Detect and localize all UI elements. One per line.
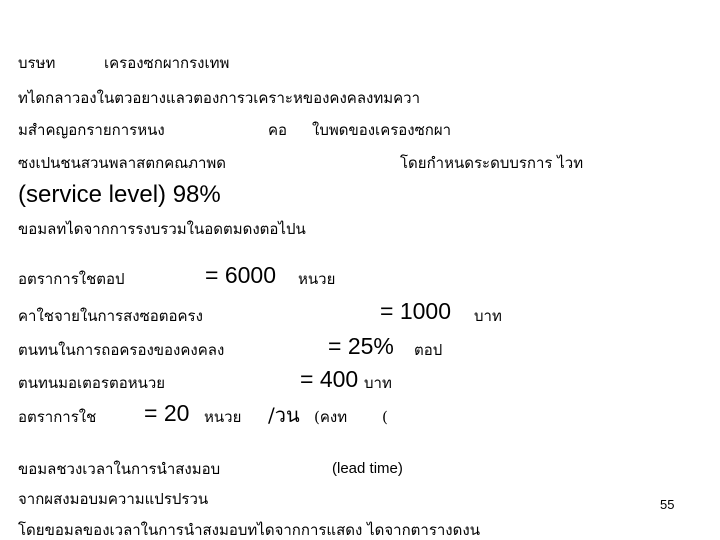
order-cost-value: = 1000 bbox=[380, 298, 451, 324]
supplier-variance-line: จากผสงมอบมความแปรปรวน bbox=[18, 490, 209, 508]
paragraph-line-3b: คอ bbox=[268, 121, 288, 139]
daily-usage-per-day: /วน bbox=[268, 403, 300, 427]
paragraph-line-6: ขอมลทไดจากการรงบรวมในอดตมดงตอไปน bbox=[18, 220, 306, 238]
lead-time-term: (lead time) bbox=[332, 460, 403, 477]
daily-usage-paren: ( bbox=[382, 408, 388, 426]
order-cost-label: คาใชจายในการสงซอตอครง bbox=[18, 307, 203, 325]
annual-usage-value: = 6000 bbox=[205, 262, 276, 288]
daily-usage-note: (คงท bbox=[314, 408, 348, 426]
table-intro-line: โดยขอมลของเวลาในการนำสงมอบทไดจากการแสดง ไดจากตารางดงน bbox=[18, 521, 480, 539]
annual-usage-unit: หนวย bbox=[298, 270, 336, 288]
company-name: เครองซกผากรงเทพ bbox=[104, 54, 230, 72]
paragraph-line-2: ทไดกลาวองในตวอยางแลวตองการวเคราะหของคงคลงทมควา bbox=[18, 89, 420, 107]
holding-cost-value: = 25% bbox=[328, 333, 394, 359]
company-label: บรษท bbox=[18, 54, 56, 72]
daily-usage-unit: หนวย bbox=[204, 408, 242, 426]
unit-cost-value: = 400 bbox=[300, 366, 359, 392]
paragraph-line-4a: ซงเปนชนสวนพลาสตกคณภาพด bbox=[18, 154, 227, 172]
paragraph-line-4b: โดยกำหนดระดบบรการ ไวท bbox=[400, 154, 584, 172]
service-level: (service level) 98% bbox=[18, 181, 221, 208]
order-cost-unit: บาท bbox=[474, 307, 502, 325]
unit-cost-unit: บาท bbox=[364, 374, 392, 392]
daily-usage-value: = 20 bbox=[144, 400, 190, 426]
holding-cost-label: ตนทนในการถอครองของคงคลง bbox=[18, 341, 225, 359]
daily-usage-label: อตราการใช bbox=[18, 408, 97, 426]
page-number: 55 bbox=[660, 497, 675, 512]
unit-cost-label: ตนทนมอเตอรตอหนวย bbox=[18, 374, 166, 392]
lead-time-line: ขอมลชวงเวลาในการนำสงมอบ bbox=[18, 460, 221, 478]
holding-cost-unit: ตอป bbox=[414, 341, 443, 359]
paragraph-line-3c: ใบพดของเครองซกผา bbox=[312, 121, 452, 139]
annual-usage-label: อตราการใชตอป bbox=[18, 270, 125, 288]
paragraph-line-3a: มสำคญอกรายการหนง bbox=[18, 121, 165, 139]
